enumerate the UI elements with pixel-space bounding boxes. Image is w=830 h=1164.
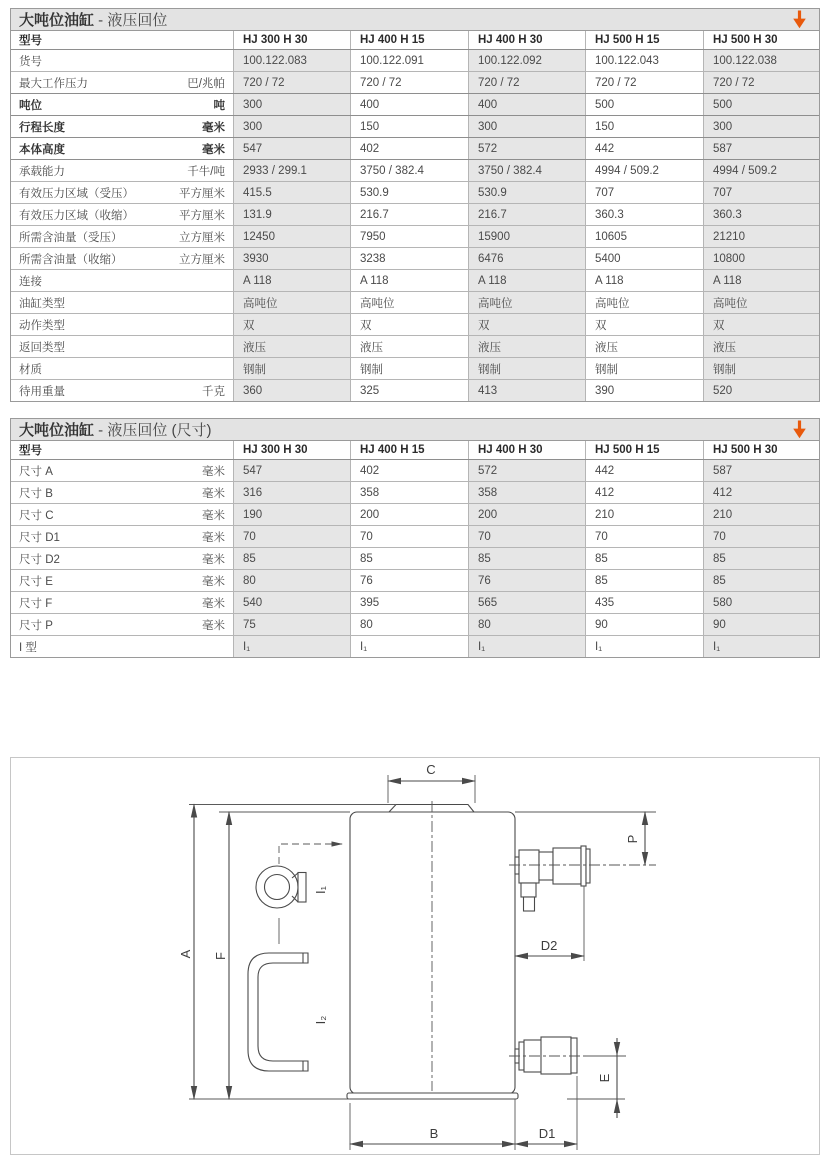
dim-label-a: A bbox=[178, 949, 193, 959]
row-label-cell bbox=[11, 116, 233, 137]
cell-value: 131.9 bbox=[233, 204, 350, 225]
cell-value: 720 / 72 bbox=[703, 72, 819, 93]
cell-value: 钢制 bbox=[585, 358, 703, 379]
cell-value: 76 bbox=[350, 570, 468, 591]
row-label: 尺寸 D1 bbox=[19, 531, 60, 544]
cell-value: 85 bbox=[468, 548, 585, 569]
row-label: 材质 bbox=[19, 363, 42, 376]
table-row bbox=[11, 503, 819, 525]
part-label-i2: I₂ bbox=[313, 1015, 328, 1025]
cell-value: 10605 bbox=[585, 226, 703, 247]
spec-table-dimensions bbox=[10, 418, 820, 658]
cell-value: 402 bbox=[350, 460, 468, 481]
table-row bbox=[11, 247, 819, 269]
table-row bbox=[11, 357, 819, 379]
cell-value: 4994 / 509.2 bbox=[585, 160, 703, 181]
table-row bbox=[11, 591, 819, 613]
cell-value: 钢制 bbox=[233, 358, 350, 379]
row-unit: 毫米 bbox=[202, 531, 225, 544]
cell-value: 100.122.091 bbox=[350, 50, 468, 71]
cell-value: 钢制 bbox=[703, 358, 819, 379]
cell-value: 85 bbox=[350, 548, 468, 569]
cell-value: 150 bbox=[585, 116, 703, 137]
cell-value: 10800 bbox=[703, 248, 819, 269]
row-unit: 千牛/吨 bbox=[187, 165, 225, 178]
part-label-i1: I₁ bbox=[313, 886, 328, 894]
column-header-label: 型号 bbox=[19, 445, 42, 457]
cell-value: 413 bbox=[468, 380, 585, 401]
dim-label-p: P bbox=[625, 834, 640, 844]
row-label-cell bbox=[11, 358, 233, 379]
cell-value: 580 bbox=[703, 592, 819, 613]
table-header-row bbox=[11, 441, 819, 459]
row-label: 连接 bbox=[19, 275, 42, 288]
cell-value: 720 / 72 bbox=[233, 72, 350, 93]
cell-value: 360 bbox=[233, 380, 350, 401]
cell-value: 530.9 bbox=[468, 182, 585, 203]
cell-value: 316 bbox=[233, 482, 350, 503]
table-row bbox=[11, 115, 819, 137]
cell-value: 85 bbox=[585, 570, 703, 591]
row-label-cell bbox=[11, 160, 233, 181]
cell-value: 100.122.083 bbox=[233, 50, 350, 71]
cell-value: 100.122.092 bbox=[468, 50, 585, 71]
dim-label-f: F bbox=[213, 952, 228, 960]
row-unit: 毫米 bbox=[202, 465, 225, 478]
table-row bbox=[11, 635, 819, 657]
column-header: HJ 300 H 30 bbox=[233, 31, 350, 49]
row-label-cell bbox=[11, 460, 233, 481]
row-label: 承载能力 bbox=[19, 165, 65, 178]
cell-value: 12450 bbox=[233, 226, 350, 247]
cell-value: 360.3 bbox=[703, 204, 819, 225]
cell-value: I₁ bbox=[703, 636, 819, 657]
cell-value: I₁ bbox=[350, 636, 468, 657]
cell-value: 150 bbox=[350, 116, 468, 137]
row-unit: 立方厘米 bbox=[179, 231, 225, 244]
row-label-cell bbox=[11, 592, 233, 613]
cell-value: 210 bbox=[585, 504, 703, 525]
row-unit: 立方厘米 bbox=[179, 253, 225, 266]
cell-value: 572 bbox=[468, 138, 585, 159]
row-label: 最大工作压力 bbox=[19, 77, 88, 90]
table-row bbox=[11, 269, 819, 291]
cell-value: 3238 bbox=[350, 248, 468, 269]
cell-value: 442 bbox=[585, 138, 703, 159]
row-label-cell bbox=[11, 614, 233, 635]
cell-value: 412 bbox=[585, 482, 703, 503]
row-label: 所需含油量（受压） bbox=[19, 231, 123, 244]
cell-value: 325 bbox=[350, 380, 468, 401]
column-header: HJ 400 H 30 bbox=[468, 441, 585, 459]
row-unit: 吨 bbox=[213, 99, 225, 112]
row-unit: 巴/兆帕 bbox=[187, 77, 225, 90]
cell-value: 双 bbox=[585, 314, 703, 335]
cell-value: 钢制 bbox=[350, 358, 468, 379]
cell-value: 80 bbox=[233, 570, 350, 591]
cell-value: 300 bbox=[233, 116, 350, 137]
cell-value: 高吨位 bbox=[703, 292, 819, 313]
coupler-top bbox=[515, 846, 590, 911]
dim-label-d2: D2 bbox=[540, 938, 558, 953]
cell-value: 300 bbox=[468, 116, 585, 137]
cell-value: A 118 bbox=[703, 270, 819, 291]
table-row bbox=[11, 225, 819, 247]
cylinder-saddle bbox=[389, 805, 474, 813]
cell-value: 钢制 bbox=[468, 358, 585, 379]
cell-value: 85 bbox=[703, 548, 819, 569]
cell-value: 547 bbox=[233, 138, 350, 159]
row-label: 尺寸 F bbox=[19, 597, 53, 610]
cell-value: 90 bbox=[585, 614, 703, 635]
cell-value: 400 bbox=[468, 94, 585, 115]
cell-value: 210 bbox=[703, 504, 819, 525]
row-unit: 毫米 bbox=[202, 143, 225, 156]
cell-value: 358 bbox=[468, 482, 585, 503]
row-label-cell bbox=[11, 248, 233, 269]
cell-value: 435 bbox=[585, 592, 703, 613]
cell-value: 70 bbox=[350, 526, 468, 547]
table-row bbox=[11, 71, 819, 93]
cell-value: 双 bbox=[468, 314, 585, 335]
cell-value: 500 bbox=[703, 94, 819, 115]
row-label: 有效压力区域（受压） bbox=[19, 187, 134, 200]
cell-value: 216.7 bbox=[468, 204, 585, 225]
cell-value: 530.9 bbox=[350, 182, 468, 203]
carry-handle bbox=[248, 953, 308, 1071]
table-title: 大吨位油缸 bbox=[19, 12, 95, 29]
table-title-bar bbox=[11, 419, 819, 441]
cell-value: 720 / 72 bbox=[585, 72, 703, 93]
row-label: 油缸类型 bbox=[19, 297, 65, 310]
row-label-cell bbox=[11, 636, 233, 657]
cell-value: 572 bbox=[468, 460, 585, 481]
table-row bbox=[11, 547, 819, 569]
column-header: HJ 500 H 15 bbox=[585, 31, 703, 49]
row-label: 尺寸 A bbox=[19, 465, 53, 478]
cell-value: 200 bbox=[468, 504, 585, 525]
cell-value: 358 bbox=[350, 482, 468, 503]
table-row bbox=[11, 93, 819, 115]
lifting-eye bbox=[256, 866, 306, 908]
cell-value: 720 / 72 bbox=[350, 72, 468, 93]
table-row bbox=[11, 313, 819, 335]
table-row bbox=[11, 569, 819, 591]
cell-value: 21210 bbox=[703, 226, 819, 247]
row-label-cell bbox=[11, 482, 233, 503]
row-label: 尺寸 C bbox=[19, 509, 54, 522]
cell-value: 520 bbox=[703, 380, 819, 401]
cell-value: 216.7 bbox=[350, 204, 468, 225]
table-row bbox=[11, 159, 819, 181]
cell-value: 高吨位 bbox=[233, 292, 350, 313]
row-unit: 平方厘米 bbox=[179, 187, 225, 200]
cell-value: 707 bbox=[585, 182, 703, 203]
cell-value: 双 bbox=[350, 314, 468, 335]
cylinder-drawing bbox=[11, 758, 819, 1154]
cell-value: A 118 bbox=[468, 270, 585, 291]
cell-value: 双 bbox=[703, 314, 819, 335]
row-label-cell bbox=[11, 270, 233, 291]
row-label-cell bbox=[11, 292, 233, 313]
cell-value: 高吨位 bbox=[468, 292, 585, 313]
row-unit: 毫米 bbox=[202, 553, 225, 566]
table-row bbox=[11, 525, 819, 547]
cell-value: 412 bbox=[703, 482, 819, 503]
cell-value: 70 bbox=[585, 526, 703, 547]
row-label-cell bbox=[11, 336, 233, 357]
cell-value: 587 bbox=[703, 460, 819, 481]
row-unit: 毫米 bbox=[202, 487, 225, 500]
row-label: I 型 bbox=[19, 641, 37, 654]
row-label-cell bbox=[11, 72, 233, 93]
row-label-cell bbox=[11, 548, 233, 569]
cell-value: 6476 bbox=[468, 248, 585, 269]
cell-value: 100.122.038 bbox=[703, 50, 819, 71]
cell-value: I₁ bbox=[585, 636, 703, 657]
table-row bbox=[11, 137, 819, 159]
cell-value: A 118 bbox=[585, 270, 703, 291]
cell-value: 415.5 bbox=[233, 182, 350, 203]
column-header-label-cell bbox=[11, 441, 233, 459]
table-subtitle: - 液压回位 bbox=[94, 12, 168, 29]
cell-value: 500 bbox=[585, 94, 703, 115]
cell-value: 液压 bbox=[468, 336, 585, 357]
cell-value: 85 bbox=[585, 548, 703, 569]
row-label-cell bbox=[11, 526, 233, 547]
cell-value: 2933 / 299.1 bbox=[233, 160, 350, 181]
table-row bbox=[11, 459, 819, 481]
cell-value: 3930 bbox=[233, 248, 350, 269]
row-label: 所需含油量（收缩） bbox=[19, 253, 123, 266]
cell-value: 3750 / 382.4 bbox=[350, 160, 468, 181]
row-label-cell bbox=[11, 504, 233, 525]
cell-value: 540 bbox=[233, 592, 350, 613]
cell-value: 70 bbox=[468, 526, 585, 547]
row-label-cell bbox=[11, 138, 233, 159]
column-header: HJ 400 H 15 bbox=[350, 31, 468, 49]
row-label-cell bbox=[11, 94, 233, 115]
table-header-row bbox=[11, 31, 819, 49]
table-row bbox=[11, 379, 819, 401]
cell-value: 80 bbox=[468, 614, 585, 635]
row-label-cell bbox=[11, 314, 233, 335]
row-label: 有效压力区域（收缩） bbox=[19, 209, 134, 222]
row-label: 返回类型 bbox=[19, 341, 65, 354]
cell-value: 300 bbox=[703, 116, 819, 137]
table-title-bar bbox=[11, 9, 819, 31]
row-unit: 平方厘米 bbox=[179, 209, 225, 222]
eye-leader-line bbox=[279, 844, 342, 864]
cell-value: 液压 bbox=[585, 336, 703, 357]
table-row bbox=[11, 335, 819, 357]
table-row bbox=[11, 49, 819, 71]
cell-value: 85 bbox=[703, 570, 819, 591]
row-label: 本体高度 bbox=[19, 143, 65, 156]
row-label-cell bbox=[11, 380, 233, 401]
download-arrow-icon[interactable] bbox=[792, 10, 807, 29]
row-unit: 千克 bbox=[202, 385, 225, 398]
cell-value: I₁ bbox=[468, 636, 585, 657]
row-unit: 毫米 bbox=[202, 575, 225, 588]
row-label: 吨位 bbox=[19, 99, 42, 112]
cell-value: 3750 / 382.4 bbox=[468, 160, 585, 181]
column-header-label-cell bbox=[11, 31, 233, 49]
cell-value: 390 bbox=[585, 380, 703, 401]
cell-value: 400 bbox=[350, 94, 468, 115]
cell-value: 587 bbox=[703, 138, 819, 159]
row-label-cell bbox=[11, 204, 233, 225]
cell-value: 720 / 72 bbox=[468, 72, 585, 93]
row-label-cell bbox=[11, 570, 233, 591]
cylinder-body bbox=[350, 812, 515, 1094]
cell-value: 80 bbox=[350, 614, 468, 635]
table-row bbox=[11, 481, 819, 503]
cylinder-base-flange bbox=[347, 1093, 518, 1099]
row-unit: 毫米 bbox=[202, 619, 225, 632]
cell-value: 707 bbox=[703, 182, 819, 203]
cell-value: 395 bbox=[350, 592, 468, 613]
dim-label-c: C bbox=[426, 762, 436, 777]
cell-value: 4994 / 509.2 bbox=[703, 160, 819, 181]
column-header-label: 型号 bbox=[19, 35, 42, 47]
dim-label-d1: D1 bbox=[538, 1126, 556, 1141]
table-grid bbox=[11, 441, 819, 657]
column-header: HJ 500 H 30 bbox=[703, 441, 819, 459]
row-label: 尺寸 B bbox=[19, 487, 53, 500]
table-grid bbox=[11, 31, 819, 401]
row-label: 待用重量 bbox=[19, 385, 65, 398]
cell-value: 190 bbox=[233, 504, 350, 525]
cell-value: I₁ bbox=[233, 636, 350, 657]
cell-value: 90 bbox=[703, 614, 819, 635]
cell-value: 液压 bbox=[233, 336, 350, 357]
row-label: 尺寸 E bbox=[19, 575, 53, 588]
row-label: 货号 bbox=[19, 55, 42, 68]
column-header: HJ 400 H 30 bbox=[468, 31, 585, 49]
row-label-cell bbox=[11, 50, 233, 71]
cell-value: 75 bbox=[233, 614, 350, 635]
table-row bbox=[11, 181, 819, 203]
spec-table-hydraulic-return bbox=[10, 8, 820, 402]
cell-value: 360.3 bbox=[585, 204, 703, 225]
dimension-diagram bbox=[10, 757, 820, 1155]
cell-value: 402 bbox=[350, 138, 468, 159]
dim-label-b: B bbox=[429, 1126, 439, 1141]
cell-value: 液压 bbox=[703, 336, 819, 357]
row-unit: 毫米 bbox=[202, 121, 225, 134]
cell-value: 565 bbox=[468, 592, 585, 613]
column-header: HJ 500 H 30 bbox=[703, 31, 819, 49]
cell-value: 高吨位 bbox=[585, 292, 703, 313]
cell-value: 7950 bbox=[350, 226, 468, 247]
row-label-cell bbox=[11, 226, 233, 247]
cell-value: 双 bbox=[233, 314, 350, 335]
cell-value: 300 bbox=[233, 94, 350, 115]
coupler-bottom bbox=[515, 1037, 577, 1074]
cell-value: 76 bbox=[468, 570, 585, 591]
cell-value: 15900 bbox=[468, 226, 585, 247]
cell-value: 547 bbox=[233, 460, 350, 481]
cell-value: 442 bbox=[585, 460, 703, 481]
cell-value: A 118 bbox=[350, 270, 468, 291]
row-label: 动作类型 bbox=[19, 319, 65, 332]
cell-value: 高吨位 bbox=[350, 292, 468, 313]
table-row bbox=[11, 291, 819, 313]
table-title: 大吨位油缸 bbox=[19, 422, 95, 439]
download-arrow-icon[interactable] bbox=[792, 420, 807, 439]
cell-value: A 118 bbox=[233, 270, 350, 291]
table-subtitle: - 液压回位 (尺寸) bbox=[94, 422, 212, 439]
cell-value: 5400 bbox=[585, 248, 703, 269]
row-label: 尺寸 P bbox=[19, 619, 53, 632]
cell-value: 100.122.043 bbox=[585, 50, 703, 71]
row-label: 尺寸 D2 bbox=[19, 553, 60, 566]
column-header: HJ 300 H 30 bbox=[233, 441, 350, 459]
dim-label-e: E bbox=[597, 1073, 612, 1083]
table-row bbox=[11, 203, 819, 225]
cell-value: 70 bbox=[703, 526, 819, 547]
row-unit: 毫米 bbox=[202, 509, 225, 522]
row-label: 行程长度 bbox=[19, 121, 65, 134]
cell-value: 液压 bbox=[350, 336, 468, 357]
column-header: HJ 500 H 15 bbox=[585, 441, 703, 459]
column-header: HJ 400 H 15 bbox=[350, 441, 468, 459]
cell-value: 200 bbox=[350, 504, 468, 525]
cell-value: 70 bbox=[233, 526, 350, 547]
row-label-cell bbox=[11, 182, 233, 203]
table-row bbox=[11, 613, 819, 635]
cell-value: 85 bbox=[233, 548, 350, 569]
row-unit: 毫米 bbox=[202, 597, 225, 610]
